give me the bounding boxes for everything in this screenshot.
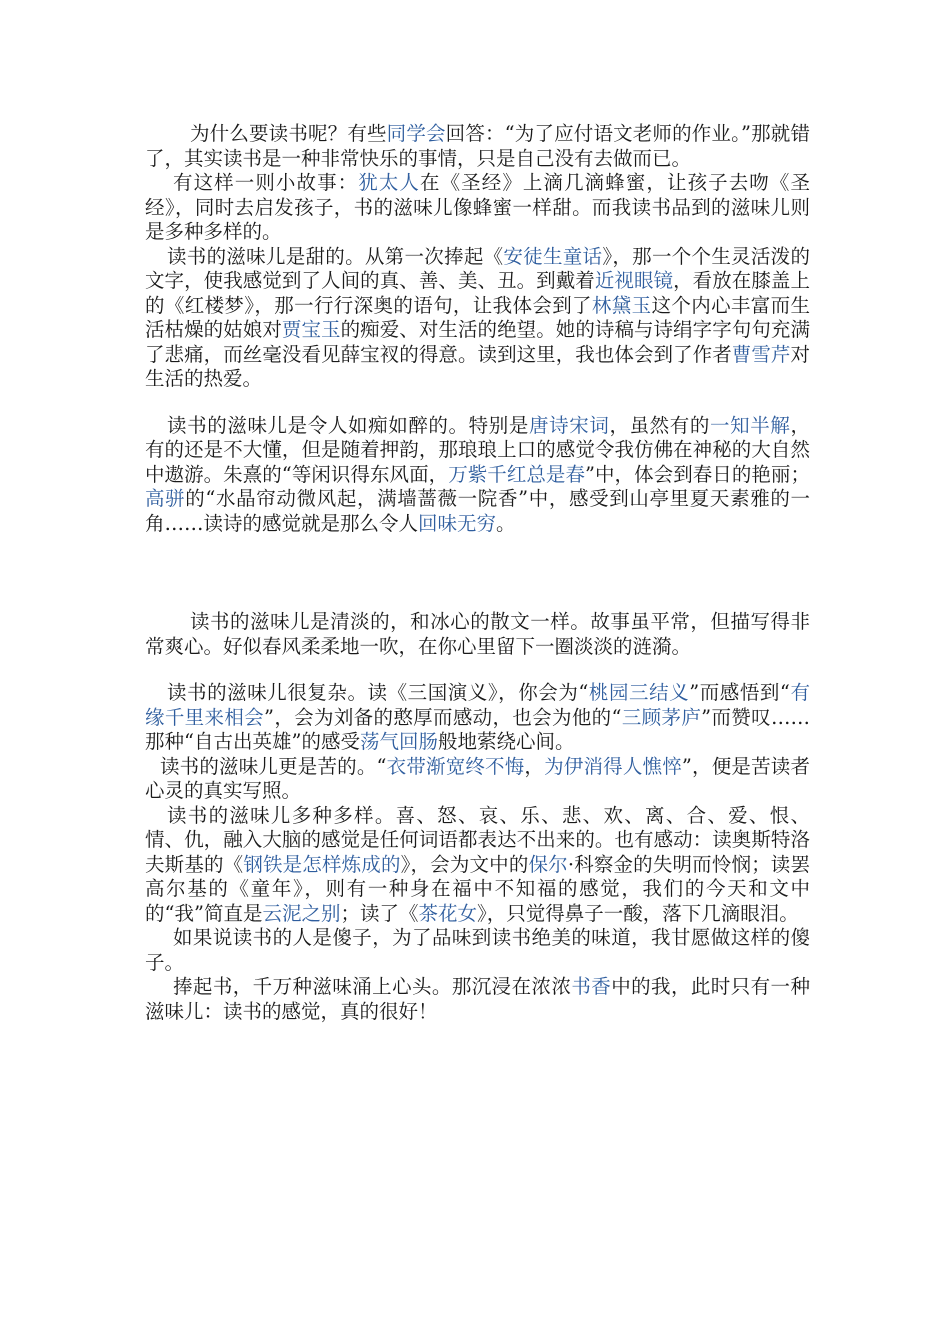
paragraph-7 (145, 755, 810, 804)
paragraph-spacer (145, 659, 810, 681)
paragraph-spacer (145, 536, 810, 610)
link-荡气回肠[interactable]: 荡气回肠 (359, 730, 438, 753)
paragraph-1 (145, 122, 810, 171)
text-segment: ，虽然有的 (609, 413, 711, 437)
paragraph-6 (145, 681, 810, 755)
link-为伊消得人憔悴[interactable]: 为伊消得人憔悴 (544, 754, 682, 778)
text-segment: ，有的还是不大懂，但是随着押韵，那琅琅上口的感觉令我仿佛在神秘的大自然中遨游。朱熹的“等闲识得东风面， (145, 413, 810, 486)
text-segment: 》，会为文中的 (400, 852, 529, 876)
link-唐诗宋词[interactable]: 唐诗宋词 (529, 413, 610, 437)
paragraph-8 (145, 804, 810, 927)
paragraph-4 (145, 414, 810, 537)
link-三顾茅庐[interactable]: 三顾茅庐 (621, 705, 702, 729)
text-segment: 读书的滋味儿很复杂。读《三国演义》，你会为“ (167, 681, 589, 704)
paragraph-2 (145, 171, 810, 245)
text-segment: 的痴爱、对生活的绝望。她的诗稿与诗绢字字句句充满了悲痛，而丝毫没看见薛宝衩的得意。读到这里，我也体会到了作者 (145, 318, 810, 366)
link-桃园三结义[interactable]: 桃园三结义 (588, 681, 690, 704)
link-犹太人[interactable]: 犹太人 (358, 171, 420, 194)
link-高骈[interactable]: 高骈 (145, 487, 186, 510)
paragraph-5 (145, 610, 810, 659)
text-segment: 读书的滋味儿是令人如痴如醉的。特别是 (167, 413, 529, 437)
text-segment: 般地萦绕心间。 (437, 730, 575, 753)
text-segment: 读书的滋味儿是清淡的，和冰心的散文一样。故事虽平常，但描写得非常爽心。好似春风柔柔地一吹，在你心里留下一圈淡淡的涟漪。 (145, 610, 810, 658)
text-segment: ，看放在膝盖上的《红楼梦》，那一行行深奥的语句，让我体会到了 (145, 269, 810, 317)
link-一知半解[interactable]: 一知半解 (710, 413, 791, 437)
link-同学会[interactable]: 同学会 (386, 122, 446, 145)
text-segment: ”而感悟到“ (689, 681, 790, 704)
text-segment: 如果说读书的人是傻子，为了品味到读书绝美的味道，我甘愿做这样的傻子。 (145, 926, 810, 974)
text-segment: ”而赞叹……那种“自古出英雄”的感受 (145, 705, 810, 753)
text-segment: ”，会为刘备的憨厚而感动，也会为他的“ (264, 705, 622, 729)
link-云泥之别[interactable]: 云泥之别 (262, 901, 341, 925)
link-安徒生童话[interactable]: 安徒生童话 (503, 244, 603, 268)
link-钢铁是怎样炼成的[interactable]: 钢铁是怎样炼成的 (243, 852, 401, 876)
text-segment: ·科察金的失明而怜悯；读罢高尔基的《童年》，则有一种身在福中不知福的感觉，我们的今天和文中的“我”简直是 (145, 852, 810, 925)
text-segment: 回答：“为了应付语文老师的作业。”那就错了，其实读书是一种非常快乐的事情，只是自己没有去做而已。 (145, 122, 810, 170)
text-segment: 读书的滋味儿多种多样。喜、怒、哀、乐、悲、欢、离、合、爱、恨、情、仇，融入大脑的感觉是任何词语都表达不出来的。也有感动：读奥斯特洛夫斯基的《 (145, 803, 810, 876)
text-segment: 对生活的热爱。 (145, 342, 810, 390)
text-segment: ”，便是苦读者心灵的真实写照。 (145, 754, 810, 802)
text-segment: 在《圣经》上滴几滴蜂蜜，让孩子去吻《圣经》，同时去启发孩子，书的滋味儿像蜂蜜一样甜。而我读书品到的滋味儿则是多种多样的。 (145, 171, 810, 243)
text-segment: 》，那一个个生灵活泼的文字，使我感觉到了人间的真、善、美、丑。到戴着 (145, 244, 810, 292)
link-近视眼镜[interactable]: 近视眼镜 (594, 269, 674, 292)
text-segment: 。 (496, 511, 516, 535)
text-segment: 这个内心丰富而生活枯燥的姑娘对 (145, 293, 810, 341)
text-segment: 读书的滋味儿更是苦的。“ (160, 754, 387, 778)
link-曹雪芹[interactable]: 曹雪芹 (731, 342, 791, 366)
link-林黛玉[interactable]: 林黛玉 (591, 293, 652, 317)
paragraph-10 (145, 975, 810, 1024)
text-segment: 的“水晶帘动微风起，满墙蔷薇一院香”中，感受到山亭里夏天素雅的一角……读诗的感觉就是那么令人 (145, 487, 810, 535)
text-segment: ， (524, 754, 545, 778)
text-segment: 》，只觉得鼻子一酸，落下几滴眼泪。 (477, 901, 799, 925)
text-segment: 捧起书，千万种滋味涌上心头。那沉浸在浓浓 (173, 975, 572, 998)
text-segment: 读书的滋味儿是甜的。从第一次捧起《 (167, 244, 504, 268)
text-segment: 有这样一则小故事： (173, 171, 359, 194)
link-有缘千里来相会[interactable]: 有缘千里来相会 (145, 681, 810, 729)
paragraph-spacer (145, 392, 810, 414)
link-保尔[interactable]: 保尔 (528, 852, 568, 876)
text-segment: 为什么要读书呢？有些 (190, 122, 387, 145)
link-万紫千红总是春[interactable]: 万紫千红总是春 (448, 462, 585, 486)
paragraph-3 (145, 245, 810, 392)
paragraph-9 (145, 926, 810, 975)
link-贾宝玉[interactable]: 贾宝玉 (281, 318, 341, 341)
text-segment: 中的我，此时只有一种滋味儿：读书的感觉，真的很好！ (145, 975, 810, 1023)
text-segment: ；读了《 (340, 901, 419, 925)
link-茶花女[interactable]: 茶花女 (418, 901, 477, 925)
link-回味无穷[interactable]: 回味无穷 (418, 511, 497, 535)
document-body (145, 122, 810, 1024)
text-segment: ”中，体会到春日的艳丽； (585, 462, 810, 486)
link-书香[interactable]: 书香 (571, 975, 612, 998)
link-衣带渐宽终不悔[interactable]: 衣带渐宽终不悔 (386, 754, 525, 778)
